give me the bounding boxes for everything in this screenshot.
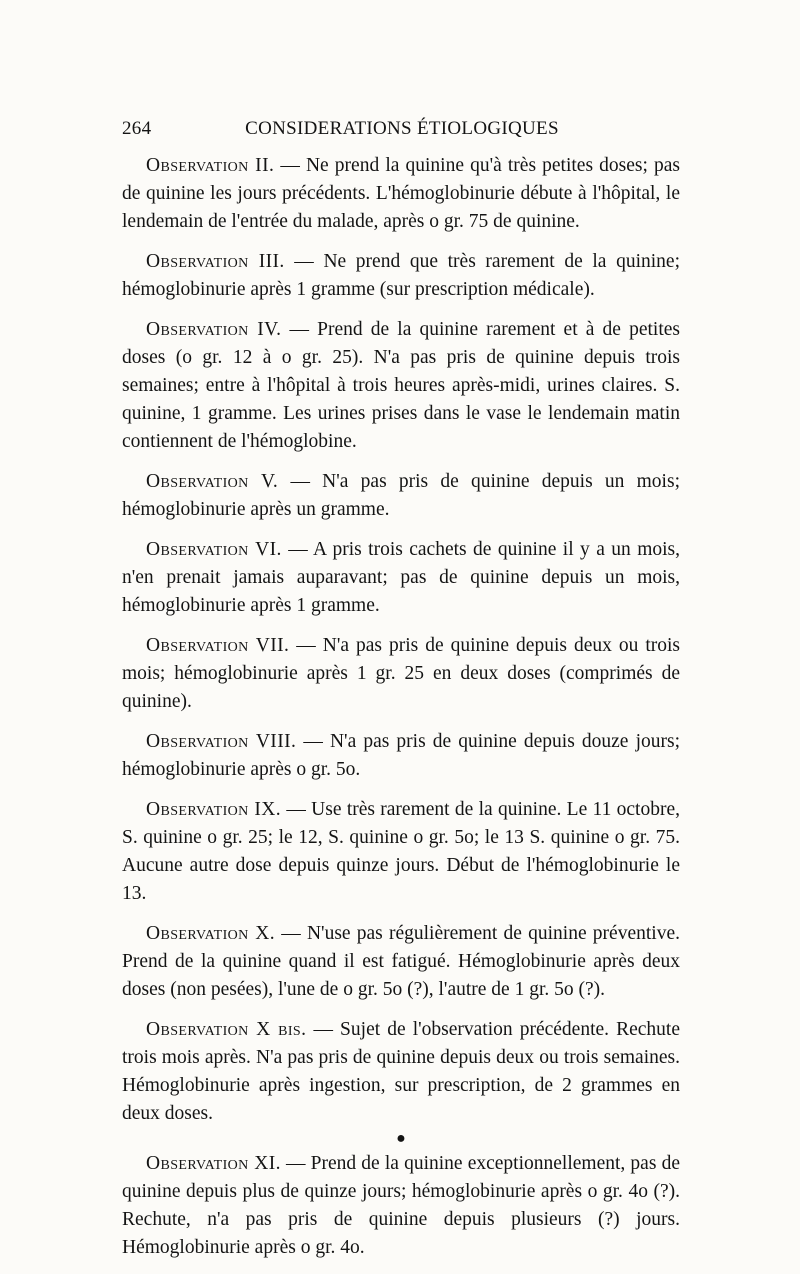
observation-8: [122, 728, 680, 784]
observation-text: — N'a pas pris de quinine depuis douze jours; hémoglobinurie après o gr. 5o.: [122, 731, 680, 780]
observation-text: — Use très rarement de la quinine. Le 11 octobre, S. quinine o gr. 25; le 12, S. quinine o gr. 5o; le 13 S. quinine o gr. 75. Aucune autre dose depuis quinze jours. Début de l'hémoglobinurie le 13.: [122, 799, 680, 904]
observation-text: — A pris trois cachets de quinine il y a un mois, n'en prenait jamais auparavant; pas de quinine depuis un mois, hémoglobinurie après 1 gramme.: [122, 539, 680, 616]
observation-9: [122, 796, 680, 908]
observation-text: — Ne prend que très rarement de la quinine; hémoglobinurie après 1 gramme (sur prescription médicale).: [122, 251, 681, 300]
observation-text: — N'a pas pris de quinine depuis un mois; hémoglobinurie après un gramme.: [122, 471, 680, 520]
ink-dot-mark: ●: [396, 1130, 406, 1147]
observation-label: Observation IV.: [146, 319, 282, 340]
observation-10: [122, 920, 680, 1004]
observation-11: [122, 1150, 680, 1262]
observation-label: Observation V.: [146, 471, 279, 492]
page-number: 264: [122, 118, 152, 139]
observation-6: [122, 536, 680, 620]
page-body: [122, 152, 680, 1274]
observation-10-bis: [122, 1016, 680, 1128]
observation-label: Observation III.: [146, 251, 285, 272]
observation-2: [122, 152, 680, 236]
running-header: [122, 118, 682, 140]
observation-text: — Prend de la quinine exceptionnellement, pas de quinine depuis plus de quinze jours; hémoglobinurie après o gr. 4o (?). Rechute, n'a pas pris de quinine depuis plusieurs (?) jours. Hémoglobinurie après o gr. 4o.: [122, 1153, 680, 1258]
observation-label: Observation VIII.: [146, 731, 297, 752]
observation-label: Observation X.: [146, 923, 276, 944]
observation-3: [122, 248, 680, 304]
observation-label: Observation X bis.: [146, 1019, 307, 1040]
observation-5: [122, 468, 680, 524]
observation-text: — Ne prend la quinine qu'à très petites doses; pas de quinine les jours précédents. L'hémoglobinurie débute à l'hôpital, le lendemain de l'entrée du malade, après o gr. 75 de quinine.: [122, 155, 680, 232]
running-title: CONSIDERATIONS ÉTIOLOGIQUES: [245, 118, 559, 139]
observation-text: — Prend de la quinine rarement et à de petites doses (o gr. 12 à o gr. 25). N'a pas pris de quinine depuis trois semaines; entre à l'hôpital à trois heures après-midi, urines claires. S. quinine, 1 gramme. Les urines prises dans le vase le lendemain matin contiennent de l'hémoglobine.: [122, 319, 680, 452]
observation-7: [122, 632, 680, 716]
observation-label: Observation VI.: [146, 539, 282, 560]
observation-text: — N'a pas pris de quinine depuis deux ou trois mois; hémoglobinurie après 1 gr. 25 en deux doses (comprimés de quinine).: [122, 635, 680, 712]
observation-text: — N'use pas régulièrement de quinine préventive. Prend de la quinine quand il est fatigué. Hémoglobinurie après deux doses (non pesées), l'une de o gr. 5o (?), l'autre de 1 gr. 5o (?).: [122, 923, 680, 1000]
observation-label: Observation XI.: [146, 1153, 281, 1174]
observation-4: [122, 316, 680, 456]
observation-label: Observation IX.: [146, 799, 282, 820]
observation-label: Observation VII.: [146, 635, 290, 656]
observation-label: Observation II.: [146, 155, 275, 176]
observation-text: — Sujet de l'observation précédente. Rechute trois mois après. N'a pas pris de quinine depuis deux ou trois semaines. Hémoglobinurie après ingestion, sur prescription, de 2 grammes en deux doses.: [122, 1019, 680, 1124]
